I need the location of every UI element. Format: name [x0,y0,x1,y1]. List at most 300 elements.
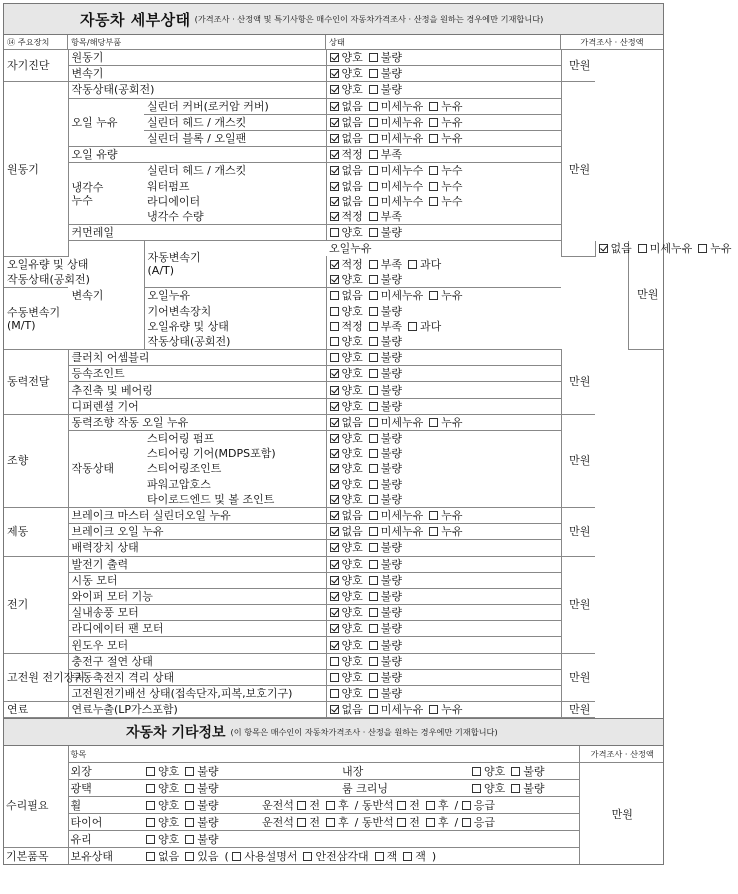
option-have: 있음 [185,848,218,864]
bad-checkbox[interactable] [369,608,378,617]
bad-checkbox[interactable] [185,835,194,844]
good-checkbox[interactable] [330,657,339,666]
option-low: 부족 [369,148,402,161]
option-bad: 불량 [511,780,544,796]
option-bad: 불량 [369,351,402,364]
option-good: 양호 [330,622,363,635]
option-good: 양호 [146,763,179,779]
good-checkbox[interactable] [330,449,339,458]
etc-row: 수리필요 외장 양호 불량 내장 양호 불량 만원 [4,763,663,780]
option-bad: 불량 [369,400,402,413]
bad-checkbox[interactable] [369,657,378,666]
option-good: 양호 [330,462,363,475]
option-minor_coolant: 미세누수 [369,164,424,177]
option-bad: 불량 [369,384,402,397]
leak-checkbox[interactable] [429,418,438,427]
none-checkbox[interactable] [330,134,339,143]
form-title-note: (가격조사 · 산정액 및 특기사항은 매수인이 자동차가격조사 · 산정을 원하는 경우에만 기재합니다) [194,13,544,24]
inspection-form [3,3,732,865]
good-checkbox[interactable] [330,641,339,650]
detail-row [4,350,663,366]
option-none: 없음 [146,848,179,864]
option-good: 양호 [330,541,363,554]
option-front: 전 [297,797,320,813]
none-checkbox[interactable] [330,705,339,714]
option-minor_leak: 미세누유 [369,416,424,429]
item-cell: 클러치 어셈블리 [68,350,326,366]
state-cell [326,556,561,572]
good-checkbox[interactable] [146,818,155,827]
item-cell: 오일 유량 [68,147,326,163]
good-checkbox[interactable] [330,464,339,473]
good-checkbox[interactable] [330,592,339,601]
option-manual: 사용설명서 [232,848,297,864]
none-checkbox[interactable] [599,244,608,253]
option-bad: 불량 [369,447,402,460]
good-checkbox[interactable] [146,801,155,810]
option-none: 없음 [330,525,363,538]
item-cell: 추진축 및 베어링 [68,382,326,398]
etc-row: 기본품목 보유상태 없음 있음 ( 사용설명서 안전삼각대 잭 잭 ) [4,848,663,865]
subgroup-cell: 수동변속기 (M/T) [4,288,68,350]
option-none: 없음 [599,242,632,255]
state-cell [326,304,561,319]
over-checkbox[interactable] [408,322,417,331]
bad-checkbox[interactable] [511,784,520,793]
none-checkbox[interactable] [330,102,339,111]
state-cell [326,461,561,476]
option-over: 과다 [408,258,441,271]
good-checkbox[interactable] [330,434,339,443]
have-checkbox[interactable] [185,852,194,861]
state-cell [326,163,561,179]
bad-checkbox[interactable] [369,576,378,585]
bad-checkbox[interactable] [369,434,378,443]
good-checkbox[interactable] [330,689,339,698]
leak-checkbox[interactable] [429,527,438,536]
bad-checkbox[interactable] [369,673,378,682]
option-good: 양호 [330,639,363,652]
bad-checkbox[interactable] [185,818,194,827]
state-cell [326,50,561,66]
front-checkbox[interactable] [297,818,306,827]
option-bad: 불량 [369,687,402,700]
option-minor_leak: 미세누유 [638,242,693,255]
state-cell [326,621,561,637]
state-cell [326,686,561,702]
option-good: 양호 [330,335,363,348]
option-bad: 불량 [369,335,402,348]
front-checkbox[interactable] [397,818,406,827]
minor_coolant-checkbox[interactable] [369,197,378,206]
leak-checkbox[interactable] [429,118,438,127]
leak-checkbox[interactable] [429,134,438,143]
category-cell: 전기 [4,556,68,653]
option-good: 양호 [330,478,363,491]
bad-checkbox[interactable] [369,275,378,284]
price-cell: 만원 [561,414,595,507]
etc-title-bar [4,718,663,746]
state-cell [326,382,561,398]
option-good: 양호 [330,273,363,286]
option-emergency: 응급 [462,814,495,830]
good-checkbox[interactable] [330,495,339,504]
option-good: 양호 [330,687,363,700]
low-checkbox[interactable] [369,322,378,331]
category-cell: 조향 [4,414,68,507]
front-checkbox[interactable] [397,801,406,810]
minor_coolant-checkbox[interactable] [369,182,378,191]
good-checkbox[interactable] [330,624,339,633]
option-good: 양호 [330,305,363,318]
minor_leak-checkbox[interactable] [369,118,378,127]
option-good: 양호 [330,67,363,80]
item-cell: 라디에이터 [147,194,201,208]
bad-checkbox[interactable] [369,464,378,473]
option-rear: 후 [426,814,449,830]
option-bad: 불량 [369,590,402,603]
column-headers [4,35,663,50]
bad-checkbox[interactable] [369,369,378,378]
etc-title-note: (이 항목은 매수인이 자동차가격조사 · 산정을 원하는 경우에만 기재합니다) [230,726,498,737]
price-cell: 만원 [561,702,595,718]
good-checkbox[interactable] [330,228,339,237]
manual-checkbox[interactable] [232,852,241,861]
good-checkbox[interactable] [330,608,339,617]
etc-table [4,746,663,864]
title-bar [4,4,663,35]
state-cell [326,225,561,241]
state-cell [326,272,561,288]
option-rear: 후 [326,797,349,813]
item-cell: 작동상태(공회전) [144,334,326,350]
option-minor_coolant: 미세누수 [369,180,424,193]
state-cell [326,398,561,414]
item-cell: 기어변속장치 [147,304,212,318]
bad-checkbox[interactable] [369,480,378,489]
state-cell [326,334,561,350]
state-cell [326,114,561,130]
category-cell: 고전원 전기장치 [4,653,68,702]
good-checkbox[interactable] [330,402,339,411]
none-checkbox[interactable] [330,182,339,191]
proper-checkbox[interactable] [330,212,339,221]
option-good: 양호 [146,814,179,830]
minor_leak-checkbox[interactable] [369,418,378,427]
bad-checkbox[interactable] [369,307,378,316]
option-bad: 불량 [185,763,218,779]
good-checkbox[interactable] [330,480,339,489]
etc-title: 자동차 기타정보 [126,725,226,742]
option-bad: 불량 [369,305,402,318]
emergency-checkbox[interactable] [462,818,471,827]
detail-row [4,82,663,98]
bad-checkbox[interactable] [511,767,520,776]
header-device: ⑭ 주요장치 [4,35,68,49]
good-checkbox[interactable] [472,767,481,776]
coolant_leak-checkbox[interactable] [429,197,438,206]
minor_leak-checkbox[interactable] [369,705,378,714]
bad-checkbox[interactable] [369,337,378,346]
option-none: 없음 [330,703,363,716]
bad-checkbox[interactable] [369,560,378,569]
good-checkbox[interactable] [330,353,339,362]
good-checkbox[interactable] [330,386,339,395]
price-cell: 만원 [561,350,595,415]
leak-checkbox[interactable] [429,291,438,300]
option-good: 양호 [330,51,363,64]
detail-row [4,50,663,66]
option-good: 양호 [330,558,363,571]
state-cell [326,209,561,225]
bad-checkbox[interactable] [369,353,378,362]
detail-row [4,556,663,572]
option-none: 없음 [330,289,363,302]
item-cell: 작동상태(공회전) [68,82,326,98]
coolant_leak-checkbox[interactable] [429,182,438,191]
good-checkbox[interactable] [330,337,339,346]
emergency-checkbox[interactable] [462,801,471,810]
option-good: 양호 [330,432,363,445]
state-cell [326,130,561,146]
item-cell: 구동축전지 격리 상태 [68,669,326,685]
item-cell: 배력장치 상태 [68,540,326,556]
bad-checkbox[interactable] [369,85,378,94]
option-bad: 불량 [369,462,402,475]
minor_leak-checkbox[interactable] [638,244,647,253]
minor_leak-checkbox[interactable] [369,291,378,300]
option-proper: 적정 [330,320,363,333]
bad-checkbox[interactable] [369,228,378,237]
minor_leak-checkbox[interactable] [369,134,378,143]
state-cell [326,605,561,621]
good-checkbox[interactable] [330,53,339,62]
state-cell [326,492,561,508]
item-cell: 작동상태(공회전) [4,272,68,288]
item-cell: 타이로드엔드 및 볼 조인트 [144,492,326,508]
category-cell: 동력전달 [4,350,68,415]
coolant_leak-checkbox[interactable] [429,166,438,175]
details-table [4,50,732,718]
option-leak: 누유 [429,509,462,522]
subgroup-cell: 작동상태 [68,431,144,508]
state-cell [326,431,561,447]
state-cell [595,241,732,257]
option-good: 양호 [330,493,363,506]
over-checkbox[interactable] [408,260,417,269]
option-none: 없음 [330,116,363,129]
item-cell: 스티어링조인트 [147,462,222,476]
state-cell [326,588,561,604]
form-title: 자동차 세부상태 [80,10,191,29]
leak-checkbox[interactable] [429,511,438,520]
jack-checkbox[interactable] [375,852,384,861]
option-minor_leak: 미세누유 [369,703,424,716]
option-rear: 후 [326,814,349,830]
item-cell: 커먼레일 [68,225,326,241]
none-checkbox[interactable] [330,511,339,520]
none-checkbox[interactable] [330,197,339,206]
option-leak: 누유 [429,132,462,145]
state-cell [326,82,561,98]
good-checkbox[interactable] [330,85,339,94]
bad-checkbox[interactable] [369,592,378,601]
option-good: 양호 [146,780,179,796]
bad-checkbox[interactable] [369,402,378,411]
none-checkbox[interactable] [330,527,339,536]
item-cell: 오일유량 및 상태 [147,319,229,333]
subgroup-cell: 자동변속기 (A/T) [144,241,326,288]
option-good: 양호 [472,763,505,779]
state-cell [326,669,561,685]
option-emergency: 응급 [462,797,495,813]
option-over: 과다 [408,320,441,333]
rear-checkbox[interactable] [426,801,435,810]
triangle-checkbox[interactable] [303,852,312,861]
item-cell: 시동 모터 [68,572,326,588]
none-checkbox[interactable] [330,118,339,127]
etc-header-row: 항목 가격조사 · 산정액 [4,746,663,763]
price-cell: 만원 [561,556,595,653]
option-good: 양호 [330,655,363,668]
subgroup-cell: 오일 누유 [68,98,144,147]
option-bad: 불량 [369,478,402,491]
option-bad: 불량 [369,367,402,380]
bad-checkbox[interactable] [369,386,378,395]
bad-checkbox[interactable] [369,689,378,698]
state-cell [326,350,561,366]
state-cell [326,446,561,461]
category-cell: 변속기 [68,241,144,350]
leak-checkbox[interactable] [698,244,707,253]
option-front: 전 [297,814,320,830]
none-checkbox[interactable] [146,852,155,861]
option-minor_leak: 미세누유 [369,100,424,113]
minor_leak-checkbox[interactable] [369,102,378,111]
option-proper: 적정 [330,148,363,161]
bad-checkbox[interactable] [369,641,378,650]
option-low: 부족 [369,258,402,271]
bad-checkbox[interactable] [369,495,378,504]
item-cell: 워터펌프 [147,179,190,193]
good-checkbox[interactable] [146,784,155,793]
proper-checkbox[interactable] [330,150,339,159]
option-good: 양호 [330,447,363,460]
detail-row [4,702,663,718]
option-none: 없음 [330,132,363,145]
state-cell [326,194,561,209]
low-checkbox[interactable] [369,260,378,269]
bad-checkbox[interactable] [185,801,194,810]
item-cell: 오일유량 및 상태 [7,258,89,272]
state-cell [326,477,561,492]
front-checkbox[interactable] [297,801,306,810]
subgroup-cell: 냉각수 누수 [68,163,144,225]
good-checkbox[interactable] [330,576,339,585]
bad-checkbox[interactable] [185,784,194,793]
option-bad: 불량 [185,814,218,830]
good-checkbox[interactable] [330,69,339,78]
price-cell: 만원 [561,507,595,556]
state-cell [326,572,561,588]
detail-row [4,414,663,430]
bad-checkbox[interactable] [185,767,194,776]
none-checkbox[interactable] [330,166,339,175]
etc-row: 광택 양호 불량 룸 크리닝 양호 불량 [4,780,663,797]
state-cell [326,147,561,163]
option-bad: 불량 [369,67,402,80]
good-checkbox[interactable] [330,560,339,569]
rear-checkbox[interactable] [326,801,335,810]
option-leak: 누유 [429,100,462,113]
item-cell: 연료누출(LP가스포함) [68,702,326,718]
none-checkbox[interactable] [330,291,339,300]
option-proper: 적정 [330,258,363,271]
minor_leak-checkbox[interactable] [369,527,378,536]
low-checkbox[interactable] [369,150,378,159]
option-leak: 누유 [429,289,462,302]
proper-checkbox[interactable] [330,260,339,269]
option-leak: 누유 [429,525,462,538]
option-leak: 누유 [429,703,462,716]
proper-checkbox[interactable] [330,322,339,331]
rear-checkbox[interactable] [326,818,335,827]
spanner-checkbox[interactable] [403,852,412,861]
option-good: 양호 [146,797,179,813]
minor_leak-checkbox[interactable] [369,511,378,520]
item-cell: 스티어링 펌프 [147,432,215,446]
none-checkbox[interactable] [330,418,339,427]
option-coolant_leak: 누수 [429,195,462,208]
option-front: 전 [397,814,420,830]
item-cell: 냉각수 수량 [144,209,326,225]
item-cell: 실린더 블록 / 오일팬 [144,130,326,146]
good-checkbox[interactable] [330,275,339,284]
item-cell: 윈도우 모터 [68,637,326,653]
good-checkbox[interactable] [146,835,155,844]
bad-checkbox[interactable] [369,53,378,62]
good-checkbox[interactable] [472,784,481,793]
option-minor_leak: 미세누유 [369,116,424,129]
state-cell [326,540,561,556]
state-cell [326,524,561,540]
low-checkbox[interactable] [369,212,378,221]
good-checkbox[interactable] [330,307,339,316]
bad-checkbox[interactable] [369,624,378,633]
bad-checkbox[interactable] [369,449,378,458]
good-checkbox[interactable] [146,767,155,776]
option-bad: 불량 [369,655,402,668]
good-checkbox[interactable] [330,673,339,682]
option-leak: 누유 [429,416,462,429]
bad-checkbox[interactable] [369,543,378,552]
minor_coolant-checkbox[interactable] [369,166,378,175]
good-checkbox[interactable] [330,369,339,378]
state-cell [326,366,561,382]
rear-checkbox[interactable] [426,818,435,827]
bad-checkbox[interactable] [369,69,378,78]
option-low: 부족 [369,210,402,223]
price-cell: 만원 [629,241,663,350]
item-cell: 고전원전기배선 상태(접속단자,피복,보호기구) [68,686,326,702]
option-minor_coolant: 미세누수 [369,195,424,208]
option-bad: 불량 [369,639,402,652]
option-good: 양호 [330,590,363,603]
leak-checkbox[interactable] [429,102,438,111]
option-none: 없음 [330,164,363,177]
leak-checkbox[interactable] [429,705,438,714]
good-checkbox[interactable] [330,543,339,552]
